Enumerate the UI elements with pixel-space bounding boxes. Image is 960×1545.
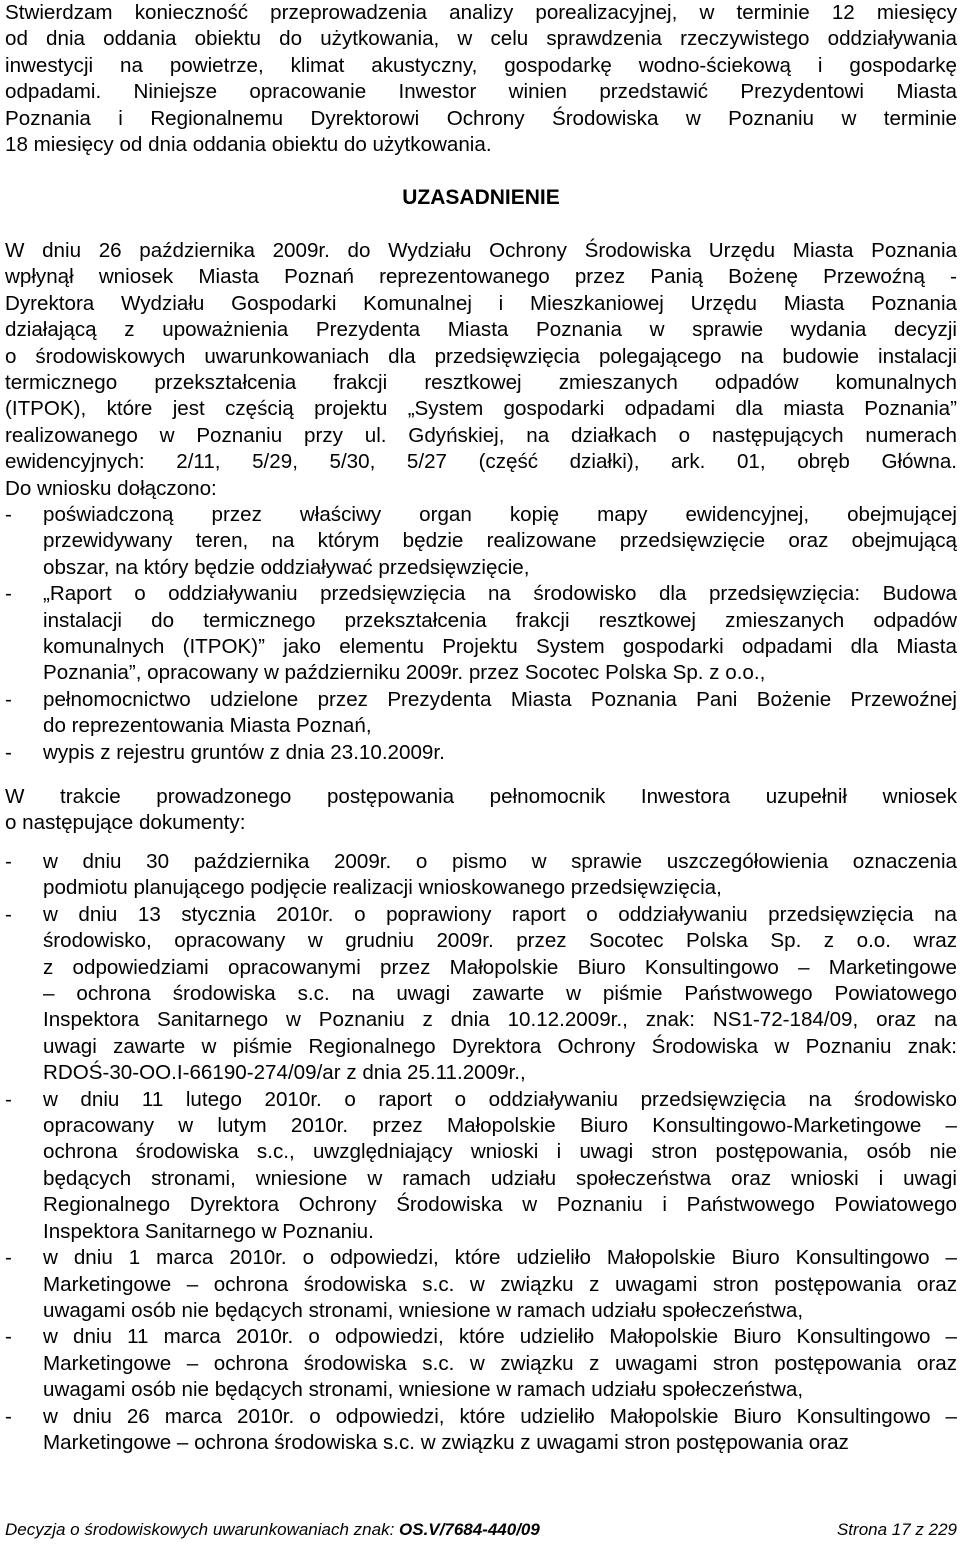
list-item xyxy=(5,1324,957,1403)
list-item-line: w dniu 13 stycznia 2010r. o poprawiony raport o oddziaływaniu przedsięwzięcia na xyxy=(43,902,957,926)
list-item-line: w dniu 1 marca 2010r. o odpowiedzi, które udzieliło Małopolskie Biuro Konsultingowo – xyxy=(43,1246,957,1270)
footer-page-number: Strona 17 z 229 xyxy=(836,1520,957,1539)
list-item-line: uwagi zawarte w piśmie Regionalnego Dyrektora Ochrony Środowiska w Poznaniu znak: xyxy=(43,1034,957,1058)
text-line: termicznego przekształcenia frakcji resztkowej zmieszanych odpadów komunalnych xyxy=(5,371,957,395)
list-item-line: wypis z rejestru gruntów z dnia 23.10.2009r. xyxy=(43,740,445,764)
text-line: odpadami. Niniejsze opracowanie Inwestor winien przedstawić Prezydentowi Miasta xyxy=(5,80,957,104)
text-line: 18 miesięcy od dnia oddania obiektu do użytkowania. xyxy=(5,133,492,157)
documents-list xyxy=(5,849,957,1456)
list-item-line: uwagami osób nie będących stronami, wniesione w ramach udziału społeczeństwa, xyxy=(43,1298,804,1322)
text-line: o środowiskowych uwarunkowaniach dla przedsięwzięcia polegającego na budowie instalacji xyxy=(5,344,957,368)
list-item-line: z odpowiedziami opracowanymi przez Małopolskie Biuro Konsultingowo – Marketingowe xyxy=(43,955,957,979)
list-item-line: przewidywany teren, na którym będzie realizowane przedsięwzięcie oraz obejmującą xyxy=(43,529,957,553)
text-line: Do wniosku dołączono: xyxy=(5,476,217,500)
list-item-line: Poznania”, opracowany w październiku 2009r. przez Socotec Polska Sp. z o.o., xyxy=(43,661,766,685)
text-line: od dnia oddania obiektu do użytkowania, w celu sprawdzenia rzeczywistego oddziaływania xyxy=(5,27,957,51)
text-line: wpłynął wniosek Miasta Poznań reprezentowanego przez Panią Bożenę Przewoźną - xyxy=(5,265,957,289)
list-item-line: uwagami osób nie będących stronami, wniesione w ramach udziału społeczeństwa, xyxy=(43,1378,804,1402)
text-line: o następujące dokumenty: xyxy=(5,811,246,835)
footer-decision-code: OS.V/7684-440/09 xyxy=(399,1520,540,1539)
list-item-line: obszar, na który będzie oddziaływać przedsięwzięcie, xyxy=(43,555,530,579)
text-line: działającą z upoważnienia Prezydenta Miasta Poznania w sprawie wydania decyzji xyxy=(5,318,957,342)
list-item-line: „Raport o oddziaływaniu przedsięwzięcia na środowisko dla przedsięwzięcia: Budowa xyxy=(43,582,957,606)
text-line: (ITPOK), które jest częścią projektu „System gospodarki odpadami dla miasta Poznania” xyxy=(5,397,957,421)
list-item-line: Marketingowe – ochrona środowiska s.c. w związku z uwagami stron postępowania oraz xyxy=(43,1272,957,1296)
list-dash: - xyxy=(5,1087,12,1111)
list-item-line: w dniu 30 października 2009r. o pismo w sprawie uszczegółowienia oznaczenia xyxy=(43,850,957,873)
footer-decision-ref xyxy=(5,1520,540,1540)
list-dash: - xyxy=(5,740,12,764)
list-item-line: Marketingowe – ochrona środowiska s.c. w związku z uwagami stron postępowania oraz xyxy=(43,1351,957,1375)
trakcie-paragraph xyxy=(5,784,957,837)
list-item-line: w dniu 11 marca 2010r. o odpowiedzi, które udzieliło Małopolskie Biuro Konsultingowo – xyxy=(43,1325,957,1349)
list-dash: - xyxy=(5,1325,12,1349)
list-dash: - xyxy=(5,902,12,926)
text-line: Stwierdzam konieczność przeprowadzenia analizy porealizacyjnej, w terminie 12 miesięcy xyxy=(5,1,957,24)
section-heading: UZASADNIENIE xyxy=(402,186,560,209)
list-item-line: opracowany w lutym 2010r. przez Małopolskie Biuro Konsultingowo-Marketingowe – xyxy=(43,1114,957,1138)
list-item-line: ochrona środowiska s.c., uwzględniający wnioski i uwagi stron postępowania, osób nie xyxy=(43,1140,957,1164)
text-line: ewidencyjnych: 2/11, 5/29, 5/30, 5/27 (część działki), ark. 01, obręb Główna. xyxy=(5,450,957,474)
list-item xyxy=(5,740,957,766)
text-line: Dyrektora Wydziału Gospodarki Komunalnej i Mieszkaniowej Urzędu Miasta Poznania xyxy=(5,291,957,315)
list-item xyxy=(5,1087,957,1245)
list-item xyxy=(5,902,957,1087)
list-dash: - xyxy=(5,687,12,711)
list-item-line: Regionalnego Dyrektora Ochrony Środowiska w Poznaniu i Państwowego Powiatowego xyxy=(43,1193,957,1217)
list-item-line: – ochrona środowiska s.c. na uwagi zawarte w piśmie Państwowego Powiatowego xyxy=(43,982,957,1006)
list-item-line: Inspektora Sanitarnego w Poznaniu. xyxy=(43,1219,374,1243)
text-line: W dniu 26 października 2009r. do Wydziału Ochrony Środowiska Urzędu Miasta Poznania xyxy=(5,239,957,262)
list-dash: - xyxy=(5,582,12,606)
list-item-line: komunalnych (ITPOK)” jako elementu Projektu System gospodarki odpadami dla Miasta xyxy=(43,635,957,659)
list-item-line: środowisko, opracowany w grudniu 2009r. przez Socotec Polska Sp. z o.o. wraz xyxy=(43,929,957,953)
text-line: realizowanego w Poznaniu przy ul. Gdyńskiej, na działkach o następujących numerach xyxy=(5,423,957,447)
list-item-line: podmiotu planującego podjęcie realizacji wnioskowanego przedsięwzięcia, xyxy=(43,876,722,900)
intro-paragraph xyxy=(5,0,957,158)
list-item xyxy=(5,1404,957,1457)
list-item xyxy=(5,1245,957,1324)
list-item-line: Marketingowe – ochrona środowiska s.c. w związku z uwagami stron postępowania oraz xyxy=(43,1430,849,1454)
list-item-line: w dniu 11 lutego 2010r. o raport o oddziaływaniu przedsięwzięcia na środowisko xyxy=(43,1087,957,1111)
footer-left-text: Decyzja o środowiskowych uwarunkowaniach znak: xyxy=(5,1520,400,1539)
list-item-line: instalacji do termicznego przekształcenia frakcji resztkowej zmieszanych odpadów xyxy=(43,608,957,632)
list-dash: - xyxy=(5,1246,12,1270)
text-line: inwestycji na powietrze, klimat akustyczny, gospodarkę wodno-ściekową i gospodarkę xyxy=(5,53,957,77)
list-item xyxy=(5,502,957,581)
list-item-line: Inspektora Sanitarnego w Poznaniu z dnia 10.12.2009r., znak: NS1-72-184/09, oraz na xyxy=(43,1008,957,1032)
list-item-line: poświadczoną przez właściwy organ kopię mapy ewidencyjnej, obejmującej xyxy=(43,503,957,526)
list-item-line: pełnomocnictwo udzielone przez Prezydenta Miasta Poznania Pani Bożenie Przewoźnej xyxy=(43,687,957,711)
list-item xyxy=(5,581,957,687)
list-dash: - xyxy=(5,503,12,526)
list-item xyxy=(5,687,957,740)
uzasadnienie-paragraph xyxy=(5,238,957,502)
attachments-list xyxy=(5,502,957,766)
list-dash: - xyxy=(5,850,12,873)
list-item-line: RDOŚ-30-OO.I-66190-274/09/ar z dnia 25.11.2009r., xyxy=(43,1061,526,1085)
list-item-line: w dniu 26 marca 2010r. o odpowiedzi, które udzieliło Małopolskie Biuro Konsultingowo – xyxy=(43,1404,957,1428)
list-dash: - xyxy=(5,1404,12,1428)
list-item-line: będących stronami, wniesione w ramach udziału społeczeństwa oraz wnioski i uwagi xyxy=(43,1166,957,1190)
text-line: Poznania i Regionalnemu Dyrektorowi Ochrony Środowiska w Poznaniu w terminie xyxy=(5,106,957,130)
list-item xyxy=(5,849,957,902)
text-line: W trakcie prowadzonego postępowania pełnomocnik Inwestora uzupełnił wniosek xyxy=(5,785,957,808)
list-item-line: do reprezentowania Miasta Poznań, xyxy=(43,714,372,738)
